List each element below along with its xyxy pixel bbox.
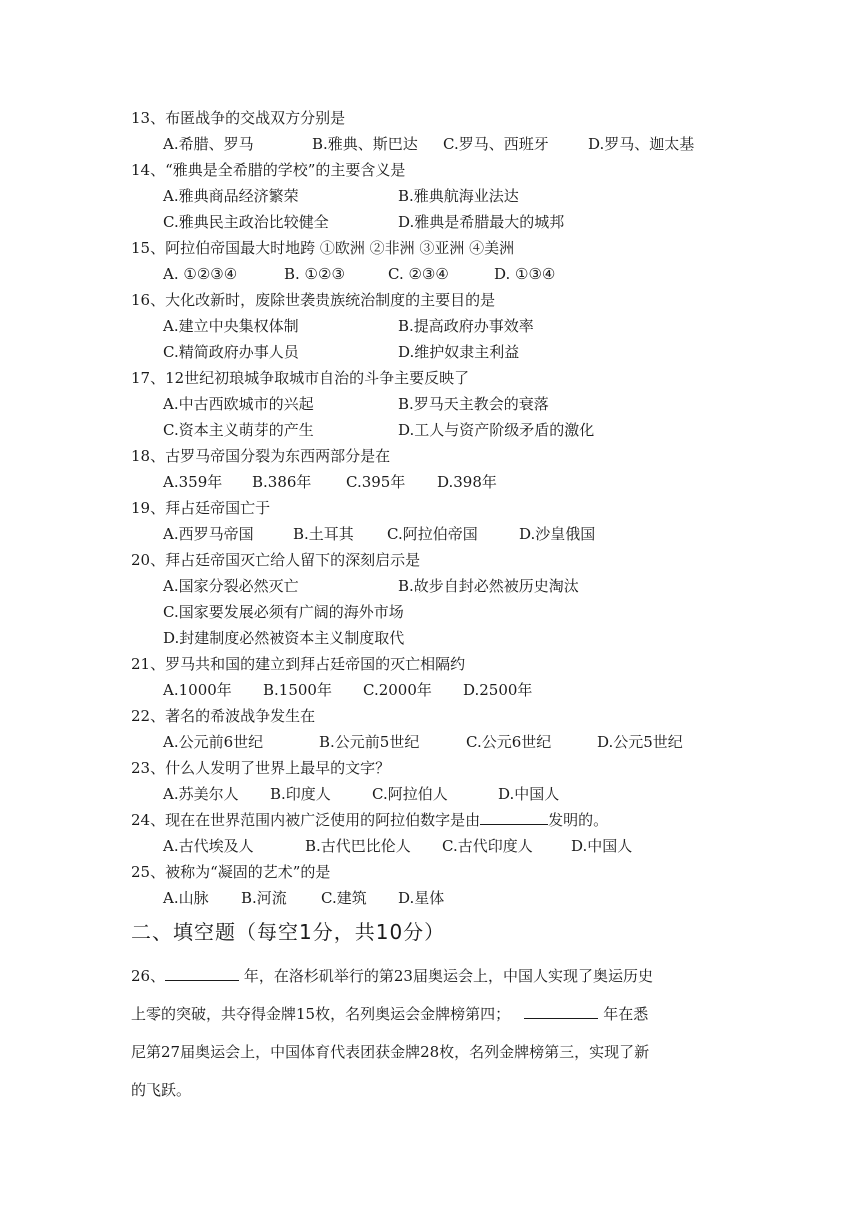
answer-blank-2	[524, 1004, 598, 1019]
answer-blank	[480, 810, 548, 825]
question-26-text-b: 上零的突破，共夺得金牌15枚，名列奥运会金牌榜第四；	[131, 1005, 511, 1023]
option-a: A.公元前6世纪	[163, 733, 264, 751]
option-c: C.2000年	[363, 681, 432, 699]
option-d: D.398年	[437, 473, 497, 491]
option-d: D.2500年	[463, 681, 533, 699]
option-b: B.1500年	[263, 681, 332, 699]
question-24-stem	[131, 810, 608, 830]
section-heading-fill-in: 二、填空题（每空1分，共10分）	[131, 920, 446, 944]
option-c: C.阿拉伯人	[372, 785, 448, 803]
answer-blank-1	[165, 966, 239, 981]
option-d: D.中国人	[498, 785, 560, 803]
option-c: C.395年	[346, 473, 406, 491]
option-b: B.公元前5世纪	[319, 733, 420, 751]
option-a: A.山脉	[163, 889, 209, 907]
option-d: D.沙皇俄国	[519, 525, 596, 543]
option-c: C.雅典民主政治比较健全	[163, 213, 329, 231]
option-a: A.359年	[163, 473, 223, 491]
question-26-number: 26、	[131, 967, 166, 985]
option-b: B.印度人	[270, 785, 331, 803]
option-c: C.古代印度人	[442, 837, 533, 855]
option-b: B.雅典、斯巴达	[312, 135, 418, 153]
option-a: A.西罗马帝国	[163, 525, 254, 543]
option-c: C.公元6世纪	[466, 733, 552, 751]
option-d: D.中国人	[571, 837, 633, 855]
question-15-stem: 15、阿拉伯帝国最大时地跨 ①欧洲 ②非洲 ③亚洲 ④美洲	[131, 239, 515, 257]
option-d: D.雅典是希腊最大的城邦	[398, 213, 565, 231]
question-19-stem: 19、拜占廷帝国亡于	[131, 499, 271, 517]
option-d: D.维护奴隶主利益	[398, 343, 520, 361]
option-c: C.罗马、西班牙	[443, 135, 549, 153]
option-a: A.苏美尔人	[163, 785, 239, 803]
question-26-text-c: 年在悉	[603, 1005, 649, 1023]
option-b: B.古代巴比伦人	[305, 837, 411, 855]
option-b: B.土耳其	[293, 525, 354, 543]
question-26-line-3: 尼第27届奥运会上，中国体育代表团获金牌28枚，名列金牌榜第三，实现了新	[131, 1043, 650, 1061]
option-b: B.386年	[252, 473, 312, 491]
option-d: D.罗马、迦太基	[588, 135, 695, 153]
question-24-stem-before: 24、现在在世界范围内被广泛使用的阿拉伯数字是由	[131, 811, 481, 829]
question-25-stem: 25、被称为“凝固的艺术”的是	[131, 863, 331, 881]
question-20-stem: 20、拜占廷帝国灭亡给人留下的深刻启示是	[131, 551, 421, 569]
option-b: B.河流	[241, 889, 287, 907]
option-b: B.故步自封必然被历史淘汰	[398, 577, 579, 595]
option-c: C.建筑	[321, 889, 367, 907]
option-c: C.阿拉伯帝国	[387, 525, 478, 543]
option-b: B.罗马天主教会的衰落	[398, 395, 549, 413]
question-22-stem: 22、著名的希波战争发生在	[131, 707, 316, 725]
option-c: C.国家要发展必须有广阔的海外市场	[163, 603, 404, 621]
question-26-text-a: 年，在洛杉矶举行的第23届奥运会上，中国人实现了奥运历史	[243, 967, 653, 985]
option-a: A.雅典商品经济繁荣	[163, 187, 299, 205]
option-d: D. ①③④	[494, 265, 556, 283]
question-14-stem: 14、“雅典是全希腊的学校”的主要含义是	[131, 161, 406, 179]
option-a: A. ①②③④	[163, 265, 238, 283]
option-a: A.1000年	[163, 681, 232, 699]
option-a: A.建立中央集权体制	[163, 317, 299, 335]
question-26-line-4: 的飞跃。	[131, 1081, 192, 1099]
option-c: C.资本主义萌芽的产生	[163, 421, 314, 439]
option-d: D.工人与资产阶级矛盾的激化	[398, 421, 595, 439]
option-d: D.公元5世纪	[597, 733, 683, 751]
option-a: A.希腊、罗马	[163, 135, 254, 153]
option-a: A.中古西欧城市的兴起	[163, 395, 314, 413]
option-c: C.精简政府办事人员	[163, 343, 299, 361]
option-d: D.封建制度必然被资本主义制度取代	[163, 629, 405, 647]
question-18-stem: 18、古罗马帝国分裂为东西两部分是在	[131, 447, 391, 465]
question-26-line-1	[131, 966, 731, 986]
option-c: C. ②③④	[388, 265, 449, 283]
option-b: B. ①②③	[284, 265, 345, 283]
question-13-stem: 13、布匿战争的交战双方分别是	[131, 109, 346, 127]
question-16-stem: 16、大化改新时，废除世袭贵族统治制度的主要目的是	[131, 291, 496, 309]
option-b: B.提高政府办事效率	[398, 317, 534, 335]
option-b: B.雅典航海业法达	[398, 187, 519, 205]
question-26-line-2	[131, 1004, 731, 1024]
option-a: A.国家分裂必然灭亡	[163, 577, 299, 595]
option-a: A.古代埃及人	[163, 837, 254, 855]
question-17-stem: 17、12世纪初琅城争取城市自治的斗争主要反映了	[131, 369, 470, 387]
question-21-stem: 21、罗马共和国的建立到拜占廷帝国的灭亡相隔约	[131, 655, 466, 673]
question-24-stem-after: 发明的。	[548, 811, 609, 829]
question-23-stem: 23、什么人发明了世界上最早的文字？	[131, 759, 391, 777]
option-d: D.星体	[398, 889, 445, 907]
